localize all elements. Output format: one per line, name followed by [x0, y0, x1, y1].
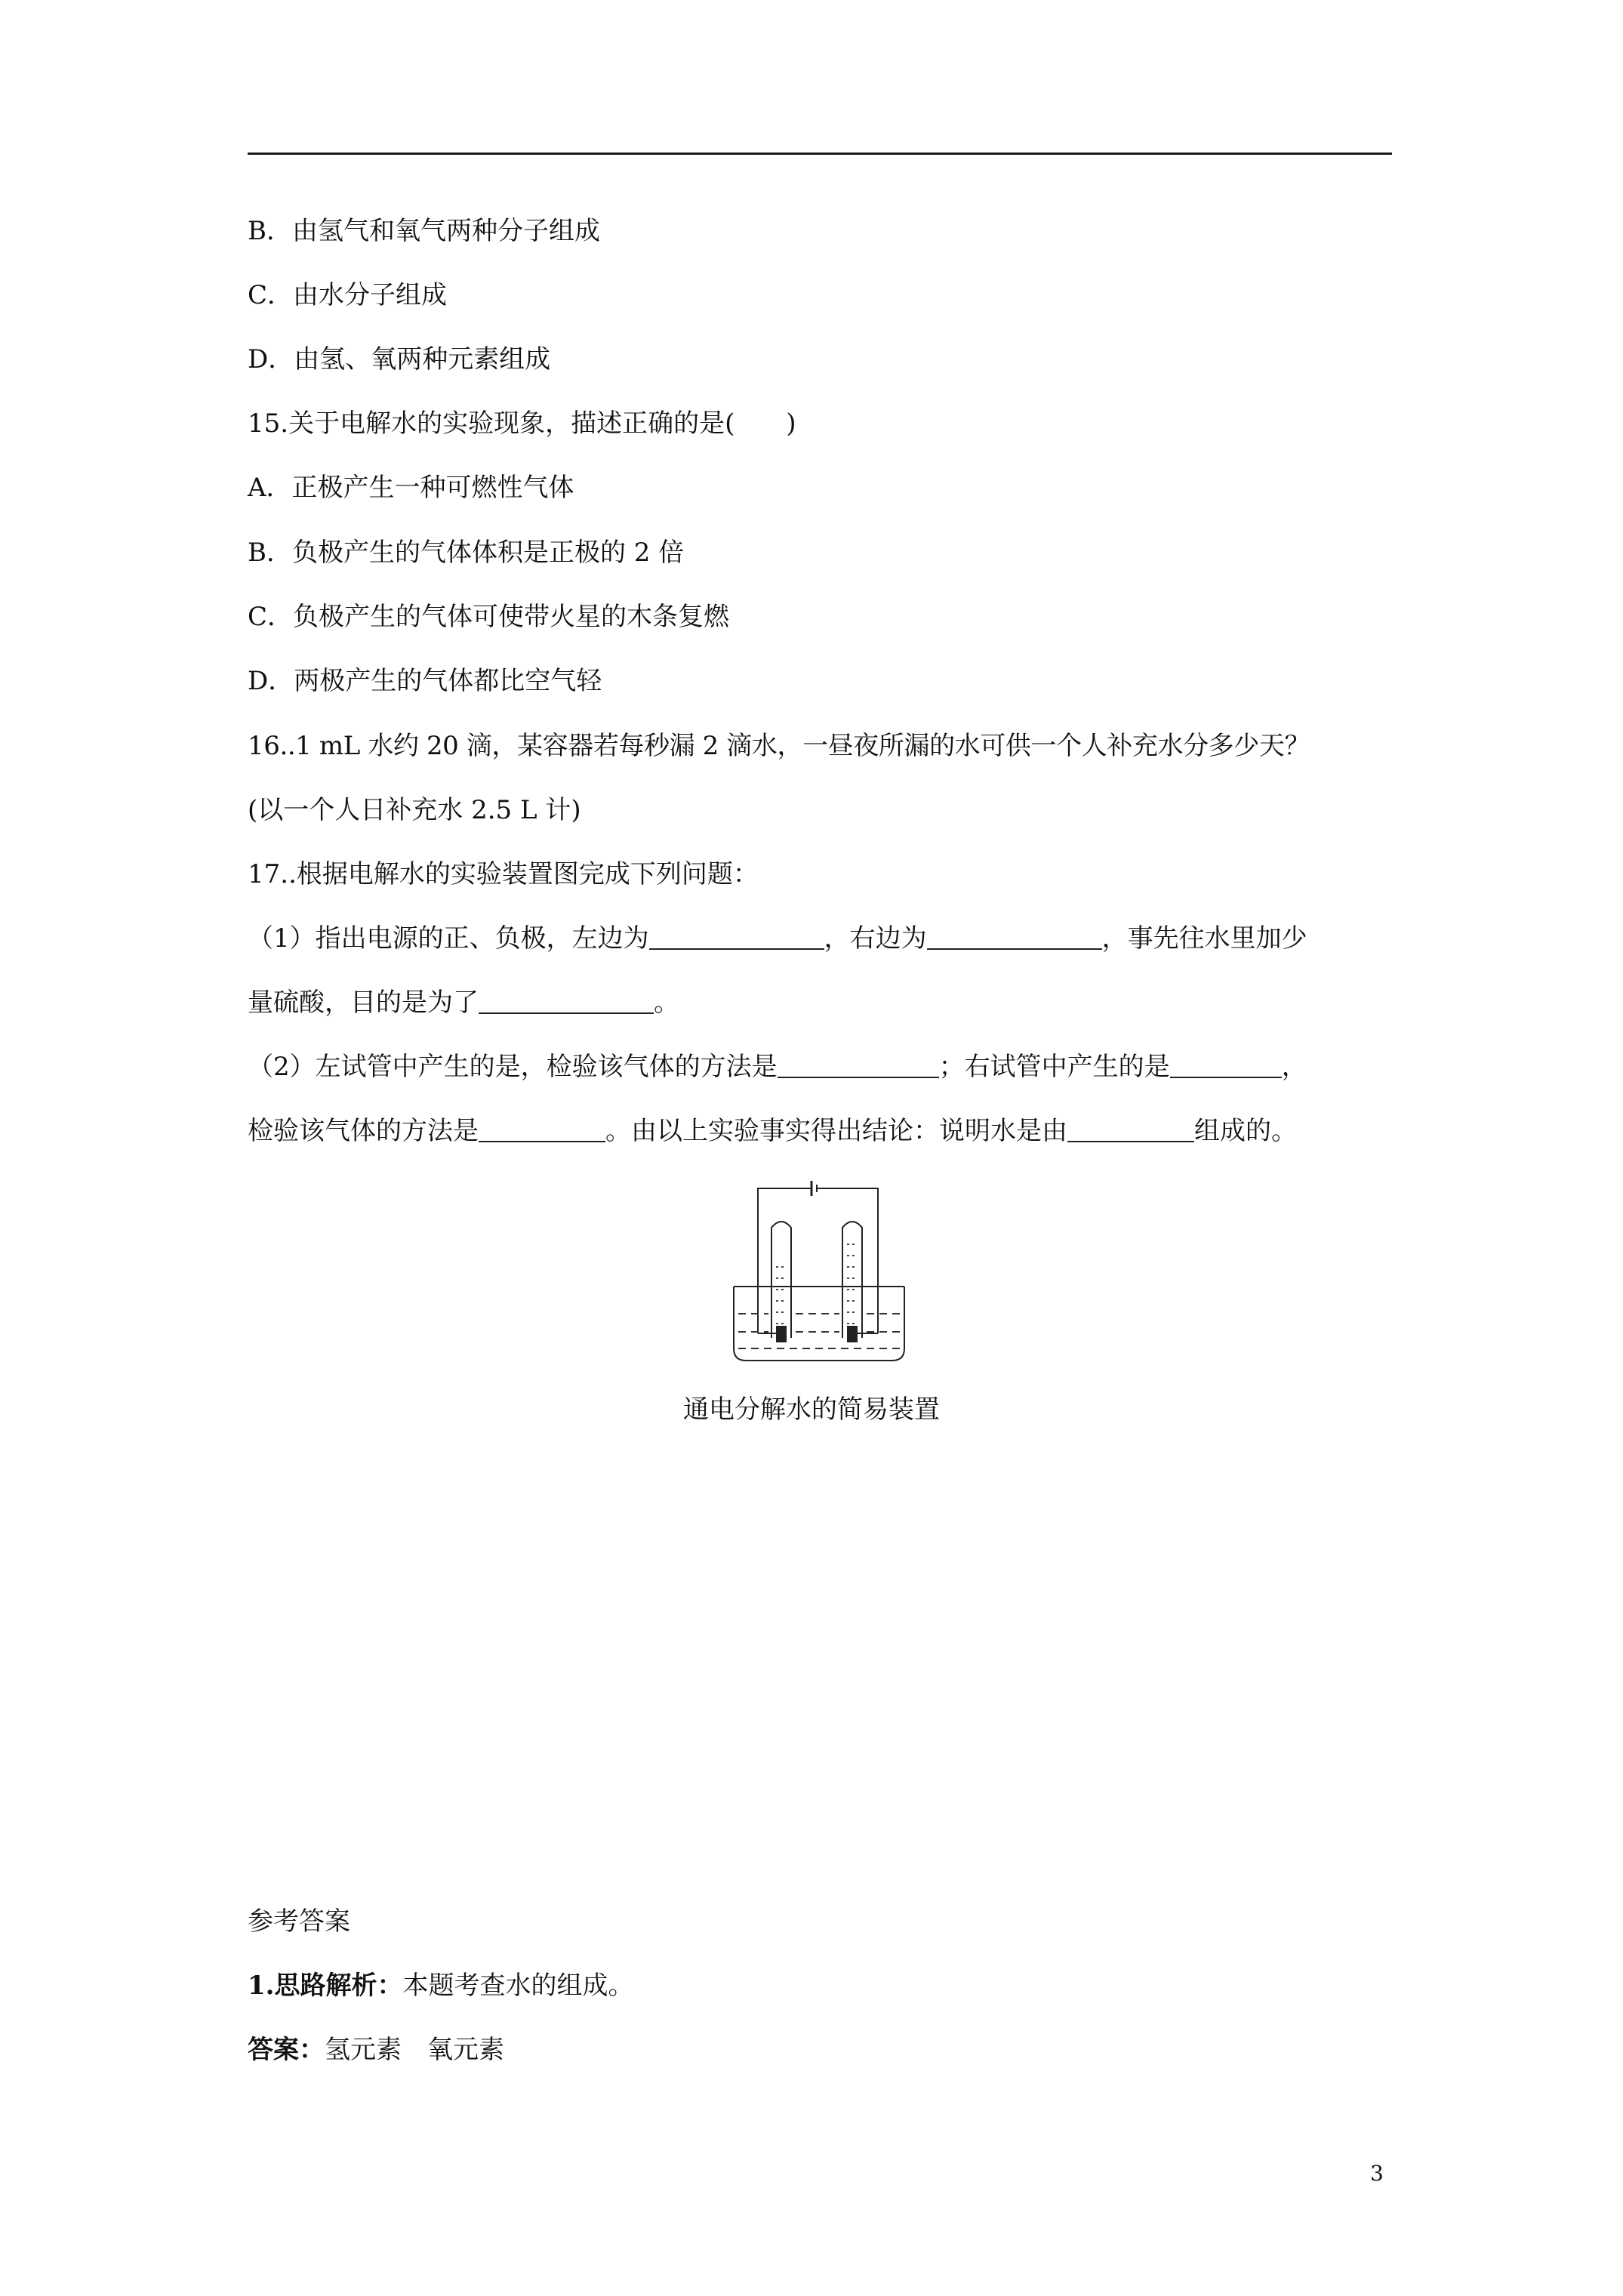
- question-17: 17..根据电解水的实验装置图完成下列问题：: [248, 859, 759, 889]
- answer-1-text: 本题考查水的组成。: [402, 1971, 634, 2001]
- question-17-part2-line1: [248, 1050, 1307, 1083]
- q17-1-text-b: ，右边为: [824, 923, 927, 954]
- q17-1-text-d: 量硫酸，目的是为了: [248, 988, 479, 1018]
- answer-blank[interactable]: [479, 1118, 605, 1142]
- question-17-part1-line2: [248, 986, 679, 1019]
- q17-2-text-c: ，: [1281, 1052, 1307, 1082]
- page-number: 3: [1370, 2161, 1384, 2186]
- question-17-part2-line2: [248, 1114, 1297, 1148]
- answer-1-answer-text: 氢元素 氧元素: [325, 2035, 504, 2065]
- option-14-c: C．由水分子组成: [248, 280, 448, 310]
- answer-blank[interactable]: [778, 1054, 939, 1078]
- figure-caption: 通电分解水的简易装置: [683, 1395, 940, 1425]
- option-15-d: D．两极产生的气体都比空气轻: [248, 666, 602, 696]
- option-14-d: D．由氢、氧两种元素组成: [248, 344, 551, 374]
- electrolysis-apparatus-diagram: [725, 1176, 913, 1369]
- option-15-a: A．正极产生一种可燃性气体: [248, 473, 574, 503]
- answer-blank[interactable]: [649, 926, 824, 950]
- q17-2-text-f: 组成的。: [1194, 1116, 1297, 1146]
- answers-heading: 参考答案: [248, 1906, 350, 1937]
- answer-1-label: 1.思路解析：: [248, 1971, 403, 2001]
- question-15: 15.关于电解水的实验现象，描述正确的是( ): [248, 408, 796, 439]
- q17-1-text-c: ，事先往水里加少: [1101, 923, 1307, 954]
- question-16-line1: 16..1 mL 水约 20 滴，某容器若每秒漏 2 滴水，一昼夜所漏的水可供一个人补充水分多少天？: [248, 731, 1310, 761]
- question-16-line2: (以一个人日补充水 2.5 L 计): [248, 795, 581, 825]
- option-15-c: C．负极产生的气体可使带火星的木条复燃: [248, 602, 730, 632]
- question-17-part1-line1: [248, 922, 1307, 955]
- q17-2-text-a: （2）左试管中产生的是，检验该气体的方法是: [248, 1052, 778, 1082]
- answer-blank[interactable]: [1170, 1054, 1282, 1078]
- q17-2-text-e: 。由以上实验事实得出结论：说明水是由: [605, 1116, 1067, 1146]
- answer-1: [248, 2033, 504, 2066]
- answer-blank[interactable]: [479, 990, 654, 1014]
- q17-2-text-b: ；右试管中产生的是: [938, 1052, 1170, 1082]
- answer-blank[interactable]: [927, 926, 1102, 950]
- answer-blank[interactable]: [1067, 1118, 1194, 1142]
- answer-1-analysis: [248, 1969, 634, 2002]
- q17-1-text-a: （1）指出电源的正、负极，左边为: [248, 923, 649, 954]
- answer-1-answer-label: 答案：: [248, 2035, 325, 2065]
- q17-2-text-d: 检验该气体的方法是: [248, 1116, 479, 1146]
- option-14-b: B．由氢气和氧气两种分子组成: [248, 216, 600, 246]
- q17-1-text-e: 。: [654, 988, 679, 1018]
- header-rule: [248, 153, 1392, 155]
- option-15-b: B．负极产生的气体体积是正极的 2 倍: [248, 538, 685, 568]
